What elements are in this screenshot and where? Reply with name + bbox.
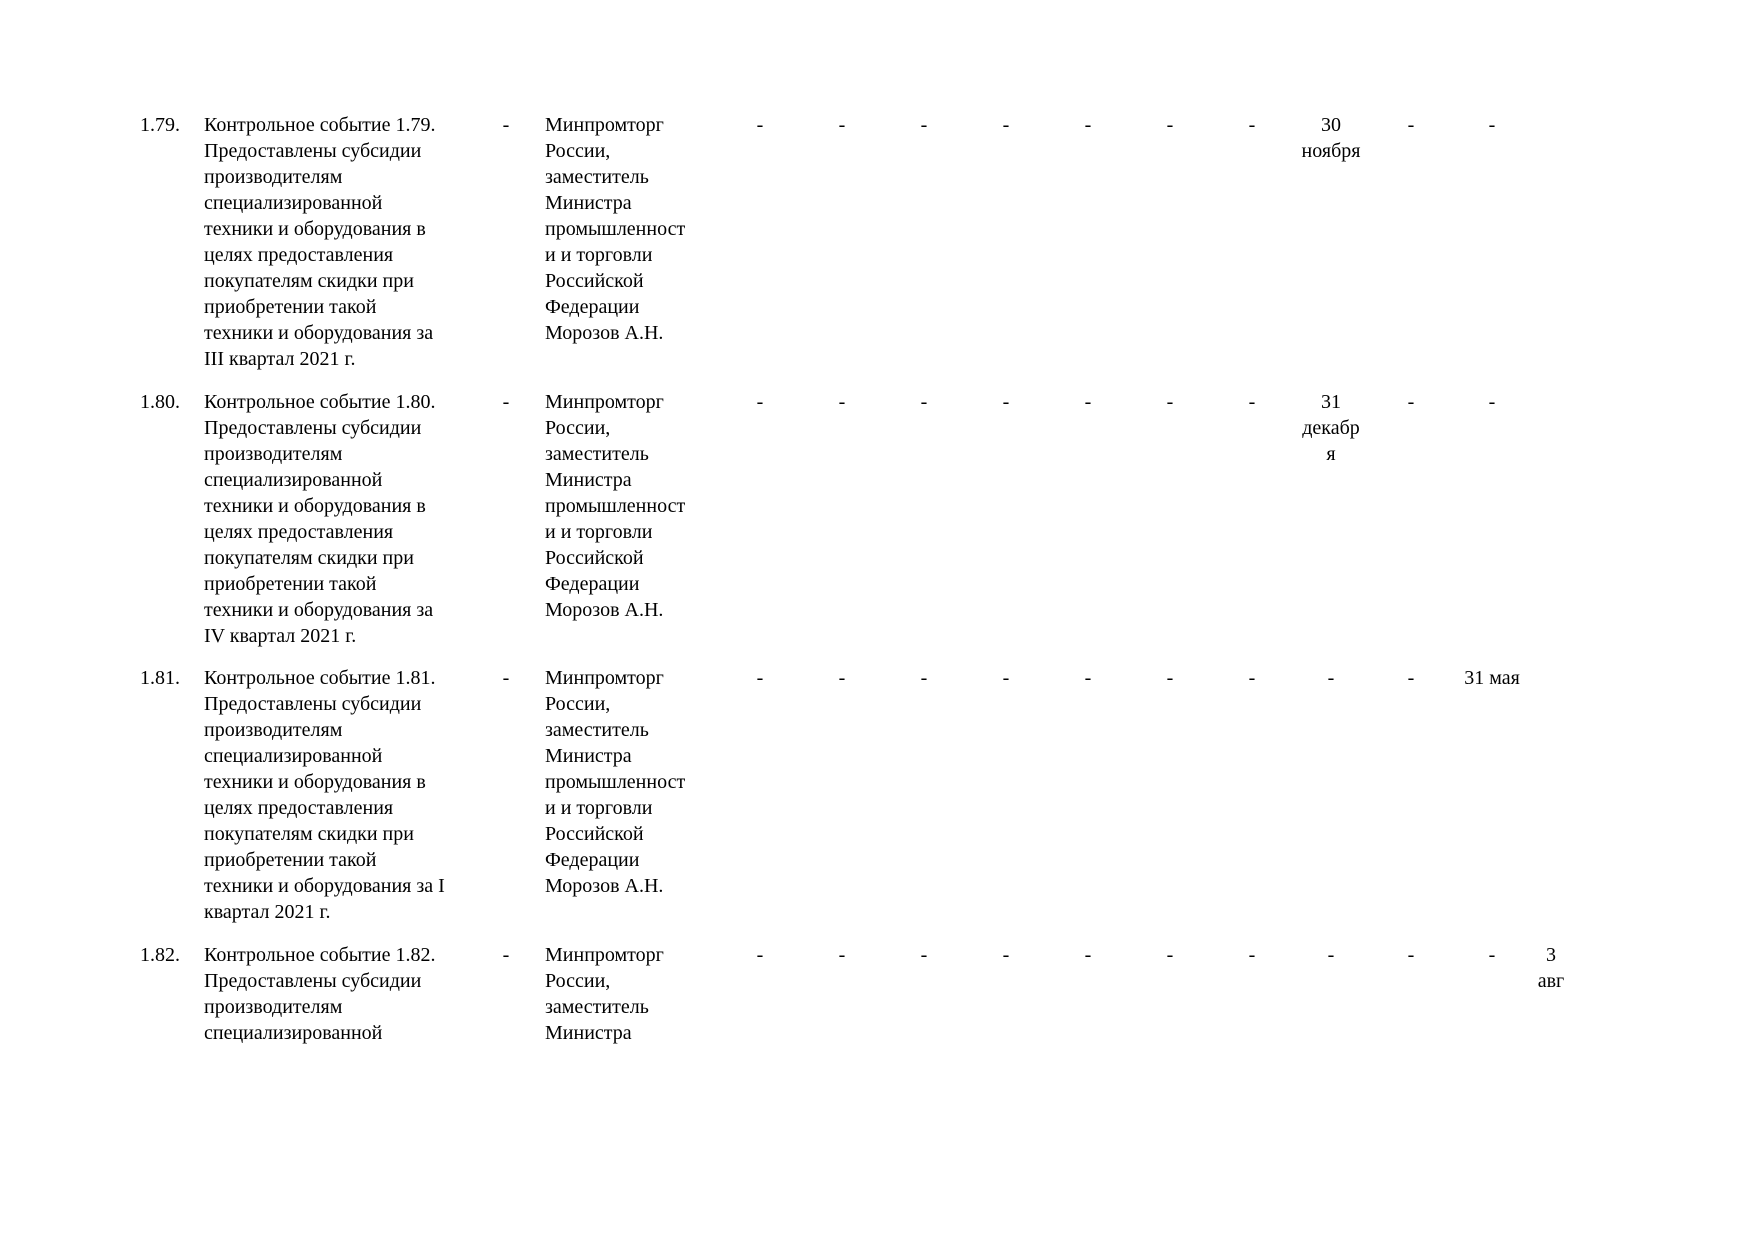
- text-line: заместитель: [545, 719, 649, 741]
- text-line: -: [1407, 667, 1415, 689]
- text-line: покупателям скидки при: [204, 823, 414, 845]
- responsible-executor-cell: [545, 665, 717, 899]
- text-line: и и торговли: [545, 797, 653, 819]
- text-line: я: [1326, 443, 1336, 465]
- text-line: специализированной: [204, 745, 383, 767]
- value-cell: [1376, 942, 1446, 968]
- text-line: Министра: [545, 192, 632, 214]
- value-cell: [722, 942, 798, 968]
- text-line: -: [1002, 667, 1010, 689]
- text-line: Предоставлены субсидии: [204, 970, 422, 992]
- value-cell: [478, 112, 534, 138]
- text-line: -: [838, 944, 846, 966]
- text-line: промышленност: [545, 495, 686, 517]
- value-cell: [1376, 389, 1446, 415]
- text-line: -: [1488, 391, 1496, 413]
- value-cell: [1214, 665, 1290, 691]
- value-cell: [886, 665, 962, 691]
- text-line: -: [1166, 667, 1174, 689]
- value-cell: [968, 665, 1044, 691]
- text-line: Морозов А.Н.: [545, 875, 664, 897]
- responsible-executor-cell: [545, 389, 717, 623]
- value-cell: [478, 665, 534, 691]
- value-cell: [1214, 112, 1290, 138]
- text-line: Федерации: [545, 849, 640, 871]
- text-line: -: [1248, 391, 1256, 413]
- text-line: Предоставлены субсидии: [204, 693, 422, 715]
- text-line: III квартал 2021 г.: [204, 348, 356, 370]
- text-line: техники и оборудования в: [204, 495, 426, 517]
- text-line: приобретении такой: [204, 296, 377, 318]
- text-line: 1.79.: [140, 114, 180, 136]
- text-line: производителям: [204, 996, 343, 1018]
- text-line: -: [756, 667, 764, 689]
- text-line: целях предоставления: [204, 521, 394, 543]
- text-line: специализированной: [204, 192, 383, 214]
- text-line: промышленност: [545, 771, 686, 793]
- text-line: -: [1327, 944, 1335, 966]
- text-line: Российской: [545, 823, 644, 845]
- value-cell: [722, 389, 798, 415]
- text-line: России,: [545, 417, 611, 439]
- text-line: Министра: [545, 745, 632, 767]
- value-cell: [804, 389, 880, 415]
- value-cell: [1132, 389, 1208, 415]
- text-line: Минпромторг: [545, 944, 664, 966]
- text-line: 1.80.: [140, 391, 180, 413]
- text-line: целях предоставления: [204, 244, 394, 266]
- text-line: -: [1002, 944, 1010, 966]
- text-line: техники и оборудования в: [204, 771, 426, 793]
- text-line: производителям: [204, 443, 343, 465]
- text-line: Федерации: [545, 573, 640, 595]
- text-line: -: [1407, 944, 1415, 966]
- value-cell: [804, 942, 880, 968]
- text-line: -: [1084, 944, 1092, 966]
- value-cell: [1050, 389, 1126, 415]
- value-cell: [1132, 112, 1208, 138]
- text-line: приобретении такой: [204, 849, 377, 871]
- text-line: 1.81.: [140, 667, 180, 689]
- value-cell: [478, 389, 534, 415]
- event-description-cell: [204, 389, 480, 649]
- event-description-cell: [204, 112, 480, 372]
- text-line: -: [1407, 114, 1415, 136]
- value-cell: [968, 389, 1044, 415]
- value-cell: [886, 112, 962, 138]
- value-cell: [722, 112, 798, 138]
- deadline-cell: [1457, 112, 1527, 138]
- text-line: Федерации: [545, 296, 640, 318]
- text-line: -: [756, 114, 764, 136]
- text-line: -: [502, 114, 510, 136]
- text-line: -: [502, 667, 510, 689]
- text-line: заместитель: [545, 996, 649, 1018]
- value-cell: [1132, 665, 1208, 691]
- text-line: Минпромторг: [545, 667, 664, 689]
- text-line: и и торговли: [545, 521, 653, 543]
- deadline-cell: [1296, 665, 1366, 691]
- text-line: Минпромторг: [545, 114, 664, 136]
- text-line: авг: [1537, 970, 1565, 992]
- text-line: квартал 2021 г.: [204, 901, 331, 923]
- deadline-cell: [1296, 112, 1366, 164]
- text-line: -: [1488, 114, 1496, 136]
- text-line: -: [1166, 944, 1174, 966]
- responsible-executor-cell: [545, 112, 717, 346]
- text-line: -: [502, 391, 510, 413]
- value-cell: [1050, 112, 1126, 138]
- value-cell: [1050, 942, 1126, 968]
- text-line: целях предоставления: [204, 797, 394, 819]
- text-line: Российской: [545, 547, 644, 569]
- text-line: -: [756, 944, 764, 966]
- text-line: -: [1002, 391, 1010, 413]
- text-line: производителям: [204, 719, 343, 741]
- text-line: техники и оборудования за: [204, 322, 434, 344]
- text-line: Контрольное событие 1.80.: [204, 391, 436, 413]
- text-line: Контрольное событие 1.82.: [204, 944, 436, 966]
- text-line: -: [1166, 114, 1174, 136]
- text-line: специализированной: [204, 1022, 383, 1044]
- value-cell: [968, 942, 1044, 968]
- text-line: ноября: [1301, 140, 1361, 162]
- text-line: Морозов А.Н.: [545, 599, 664, 621]
- value-cell: [722, 665, 798, 691]
- text-line: 30: [1321, 114, 1341, 136]
- text-line: 1.82.: [140, 944, 180, 966]
- event-description-cell: [204, 665, 480, 925]
- text-line: -: [502, 944, 510, 966]
- text-line: заместитель: [545, 443, 649, 465]
- text-line: -: [1248, 114, 1256, 136]
- text-line: промышленност: [545, 218, 686, 240]
- deadline-cell: [1296, 389, 1366, 467]
- text-line: -: [920, 391, 928, 413]
- text-line: заместитель: [545, 166, 649, 188]
- text-line: и и торговли: [545, 244, 653, 266]
- text-line: -: [756, 391, 764, 413]
- text-line: декабр: [1302, 417, 1360, 439]
- text-line: покупателям скидки при: [204, 547, 414, 569]
- text-line: России,: [545, 693, 611, 715]
- text-line: 31: [1321, 391, 1341, 413]
- responsible-executor-cell: [545, 942, 717, 1046]
- text-line: Морозов А.Н.: [545, 322, 664, 344]
- text-line: IV квартал 2021 г.: [204, 625, 357, 647]
- text-line: Предоставлены субсидии: [204, 140, 422, 162]
- value-cell: [478, 942, 534, 968]
- text-line: -: [838, 114, 846, 136]
- text-line: -: [920, 667, 928, 689]
- text-line: 3: [1546, 944, 1556, 966]
- text-line: -: [1002, 114, 1010, 136]
- row-number-cell: [140, 665, 198, 691]
- value-cell: [1050, 665, 1126, 691]
- text-line: приобретении такой: [204, 573, 377, 595]
- value-cell: [886, 942, 962, 968]
- value-cell: [1376, 665, 1446, 691]
- text-line: покупателям скидки при: [204, 270, 414, 292]
- deadline-cell: [1457, 665, 1527, 691]
- text-line: Министра: [545, 469, 632, 491]
- value-cell: [1376, 112, 1446, 138]
- text-line: -: [920, 114, 928, 136]
- event-description-cell: [204, 942, 480, 1046]
- text-line: Контрольное событие 1.81.: [204, 667, 436, 689]
- value-cell: [1214, 942, 1290, 968]
- row-number-cell: [140, 942, 198, 968]
- text-line: Предоставлены субсидии: [204, 417, 422, 439]
- text-line: -: [1407, 391, 1415, 413]
- text-line: производителям: [204, 166, 343, 188]
- value-cell: [804, 665, 880, 691]
- text-line: Российской: [545, 270, 644, 292]
- row-number-cell: [140, 112, 198, 138]
- value-cell: [804, 112, 880, 138]
- text-line: -: [920, 944, 928, 966]
- text-line: -: [838, 391, 846, 413]
- text-line: техники и оборудования в: [204, 218, 426, 240]
- deadline-cell: [1457, 389, 1527, 415]
- value-cell: [968, 112, 1044, 138]
- deadline-cell-clipped: [1534, 942, 1568, 994]
- text-line: России,: [545, 970, 611, 992]
- value-cell: [886, 389, 962, 415]
- text-line: Министра: [545, 1022, 632, 1044]
- text-line: техники и оборудования за I: [204, 875, 445, 897]
- value-cell: [1132, 942, 1208, 968]
- text-line: -: [1084, 667, 1092, 689]
- text-line: -: [838, 667, 846, 689]
- text-line: техники и оборудования за: [204, 599, 434, 621]
- row-number-cell: [140, 389, 198, 415]
- text-line: -: [1327, 667, 1335, 689]
- text-line: -: [1248, 944, 1256, 966]
- text-line: -: [1084, 391, 1092, 413]
- text-line: -: [1084, 114, 1092, 136]
- text-line: Минпромторг: [545, 391, 664, 413]
- text-line: -: [1488, 944, 1496, 966]
- deadline-cell: [1457, 942, 1527, 968]
- text-line: -: [1166, 391, 1174, 413]
- text-line: -: [1248, 667, 1256, 689]
- text-line: специализированной: [204, 469, 383, 491]
- value-cell: [1214, 389, 1290, 415]
- text-line: России,: [545, 140, 611, 162]
- text-line: 31 мая: [1464, 667, 1520, 689]
- deadline-cell: [1296, 942, 1366, 968]
- text-line: Контрольное событие 1.79.: [204, 114, 436, 136]
